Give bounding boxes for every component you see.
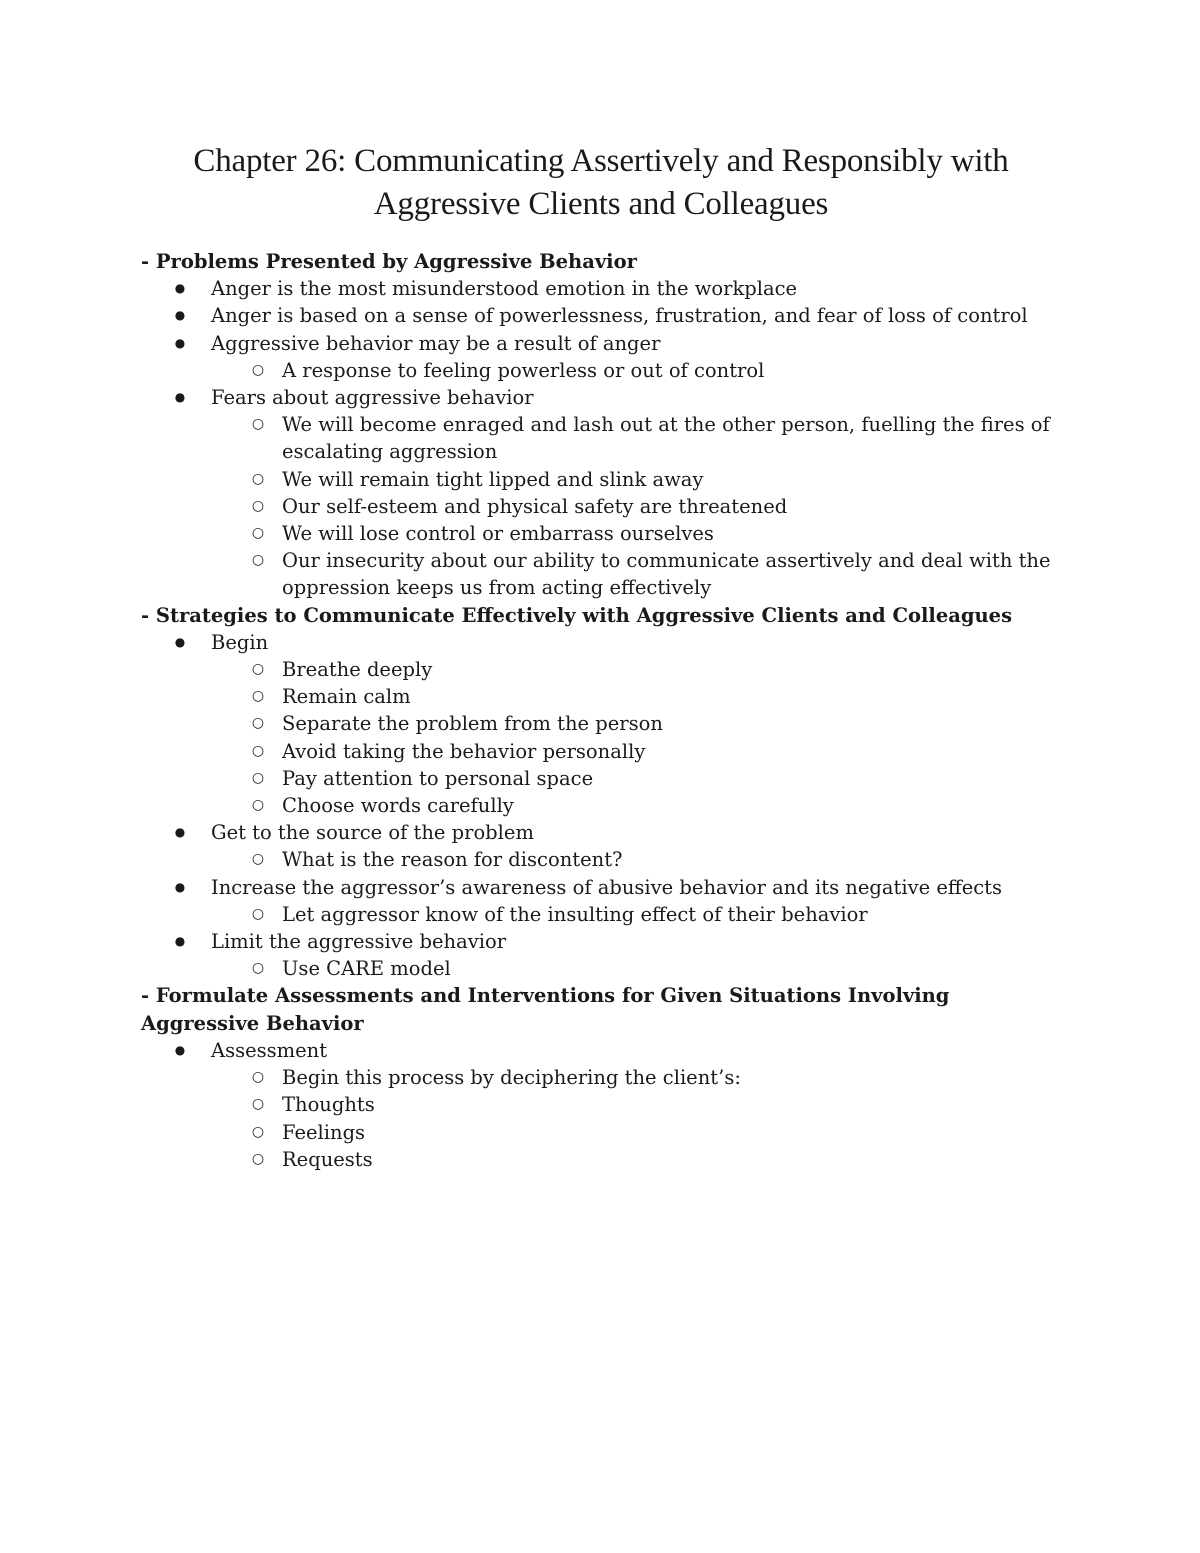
hollow-bullet-icon: ○ bbox=[251, 769, 265, 786]
sub-list-item bbox=[211, 466, 1061, 493]
sub-list-item bbox=[211, 357, 1061, 384]
sub-list-item bbox=[211, 656, 1061, 683]
bullet-list bbox=[141, 629, 1061, 983]
sub-list-item bbox=[211, 547, 1061, 601]
list-item bbox=[141, 330, 1061, 384]
section-heading: - Formulate Assessments and Interventions for Given Situations Involving Aggressive Behavior bbox=[141, 984, 950, 1035]
sub-bullet-list bbox=[141, 955, 1061, 982]
sub-list-item-text: Our self-esteem and physical safety are threatened bbox=[282, 494, 788, 518]
hollow-bullet-icon: ○ bbox=[251, 742, 265, 759]
document-body bbox=[141, 248, 1061, 1173]
sub-list-item bbox=[211, 493, 1061, 520]
sub-list-item bbox=[211, 738, 1061, 765]
list-item-text: Get to the source of the problem bbox=[211, 821, 534, 845]
list-item-text: Increase the aggressor’s awareness of abusive behavior and its negative effects bbox=[211, 875, 1003, 899]
hollow-bullet-icon: ○ bbox=[251, 1150, 265, 1167]
list-item-text: Aggressive behavior may be a result of anger bbox=[211, 331, 661, 355]
sub-list-item-text: What is the reason for discontent? bbox=[282, 848, 623, 872]
list-item-text: Limit the aggressive behavior bbox=[211, 930, 507, 954]
bullet-list bbox=[141, 1037, 1061, 1173]
list-item bbox=[141, 629, 1061, 819]
filled-bullet-icon: ● bbox=[174, 825, 186, 840]
page-title: Chapter 26: Communicating Assertively and Responsibly with Aggressive Clients and Colleagues bbox=[193, 143, 1009, 222]
list-item bbox=[141, 874, 1061, 928]
list-item-text: Anger is the most misunderstood emotion in the workplace bbox=[211, 277, 798, 301]
filled-bullet-icon: ● bbox=[174, 879, 186, 894]
sub-list-item bbox=[211, 520, 1061, 547]
hollow-bullet-icon: ○ bbox=[251, 960, 265, 977]
sub-bullet-list bbox=[141, 656, 1061, 819]
sub-list-item bbox=[211, 1146, 1061, 1173]
sub-bullet-list bbox=[141, 846, 1061, 873]
bullet-list bbox=[141, 275, 1061, 601]
sub-list-item-text: Feelings bbox=[282, 1120, 366, 1144]
sub-list-item-text: We will lose control or embarrass ourselves bbox=[282, 522, 714, 546]
list-item-text: Anger is based on a sense of powerlessness, frustration, and fear of loss of control bbox=[211, 304, 1028, 328]
list-item bbox=[141, 819, 1061, 873]
sub-list-item-text: Thoughts bbox=[282, 1093, 375, 1117]
list-item bbox=[141, 928, 1061, 982]
list-item-text: Assessment bbox=[211, 1038, 328, 1062]
hollow-bullet-icon: ○ bbox=[251, 525, 265, 542]
hollow-bullet-icon: ○ bbox=[251, 715, 265, 732]
filled-bullet-icon: ● bbox=[174, 1042, 186, 1057]
hollow-bullet-icon: ○ bbox=[251, 851, 265, 868]
sub-list-item bbox=[211, 411, 1061, 465]
filled-bullet-icon: ● bbox=[174, 308, 186, 323]
filled-bullet-icon: ● bbox=[174, 934, 186, 949]
sub-list-item-text: Requests bbox=[282, 1147, 373, 1171]
filled-bullet-icon: ● bbox=[174, 281, 186, 296]
list-item bbox=[141, 384, 1061, 602]
sub-list-item bbox=[211, 792, 1061, 819]
sub-list-item bbox=[211, 955, 1061, 982]
hollow-bullet-icon: ○ bbox=[251, 361, 265, 378]
list-item bbox=[141, 275, 1061, 302]
sub-list-item bbox=[211, 683, 1061, 710]
sub-list-item bbox=[211, 1091, 1061, 1118]
list-item-text: Fears about aggressive behavior bbox=[211, 386, 534, 410]
hollow-bullet-icon: ○ bbox=[251, 688, 265, 705]
document-page bbox=[141, 140, 1061, 1173]
sub-list-item-text: Separate the problem from the person bbox=[282, 712, 663, 736]
sub-list-item bbox=[211, 710, 1061, 737]
list-item-text: Begin bbox=[211, 630, 269, 654]
sub-list-item-text: Our insecurity about our ability to communicate assertively and deal with the oppression keeps us from acting effectively bbox=[282, 549, 1051, 600]
filled-bullet-icon: ● bbox=[174, 634, 186, 649]
sub-bullet-list bbox=[141, 411, 1061, 601]
sub-list-item bbox=[211, 765, 1061, 792]
hollow-bullet-icon: ○ bbox=[251, 661, 265, 678]
sub-list-item-text: Pay attention to personal space bbox=[282, 766, 594, 790]
sub-bullet-list bbox=[141, 901, 1061, 928]
list-item bbox=[141, 1037, 1061, 1173]
sub-list-item bbox=[211, 846, 1061, 873]
sub-list-item-text: A response to feeling powerless or out of control bbox=[282, 358, 765, 382]
filled-bullet-icon: ● bbox=[174, 390, 186, 405]
sub-list-item bbox=[211, 1119, 1061, 1146]
sub-list-item bbox=[211, 901, 1061, 928]
sub-list-item-text: We will become enraged and lash out at the other person, fuelling the fires of escalating aggression bbox=[282, 413, 1050, 464]
list-item bbox=[141, 302, 1061, 329]
sub-bullet-list bbox=[141, 357, 1061, 384]
hollow-bullet-icon: ○ bbox=[251, 552, 265, 569]
section-heading: - Strategies to Communicate Effectively with Aggressive Clients and Colleagues bbox=[141, 603, 1013, 627]
sub-list-item-text: Let aggressor know of the insulting effect of their behavior bbox=[282, 902, 868, 926]
hollow-bullet-icon: ○ bbox=[251, 470, 265, 487]
hollow-bullet-icon: ○ bbox=[251, 797, 265, 814]
sub-bullet-list bbox=[141, 1064, 1061, 1173]
hollow-bullet-icon: ○ bbox=[251, 1096, 265, 1113]
hollow-bullet-icon: ○ bbox=[251, 497, 265, 514]
sub-list-item-text: Avoid taking the behavior personally bbox=[282, 739, 646, 763]
sub-list-item-text: Use CARE model bbox=[282, 957, 451, 981]
hollow-bullet-icon: ○ bbox=[251, 1123, 265, 1140]
hollow-bullet-icon: ○ bbox=[251, 905, 265, 922]
sub-list-item bbox=[211, 1064, 1061, 1091]
hollow-bullet-icon: ○ bbox=[251, 1069, 265, 1086]
filled-bullet-icon: ● bbox=[174, 335, 186, 350]
section-heading: - Problems Presented by Aggressive Behavior bbox=[141, 250, 637, 273]
sub-list-item-text: We will remain tight lipped and slink away bbox=[282, 467, 704, 491]
sub-list-item-text: Begin this process by deciphering the client’s: bbox=[282, 1066, 741, 1090]
sub-list-item-text: Choose words carefully bbox=[282, 794, 514, 818]
hollow-bullet-icon: ○ bbox=[251, 416, 265, 433]
sub-list-item-text: Breathe deeply bbox=[282, 658, 433, 682]
sub-list-item-text: Remain calm bbox=[282, 685, 411, 709]
